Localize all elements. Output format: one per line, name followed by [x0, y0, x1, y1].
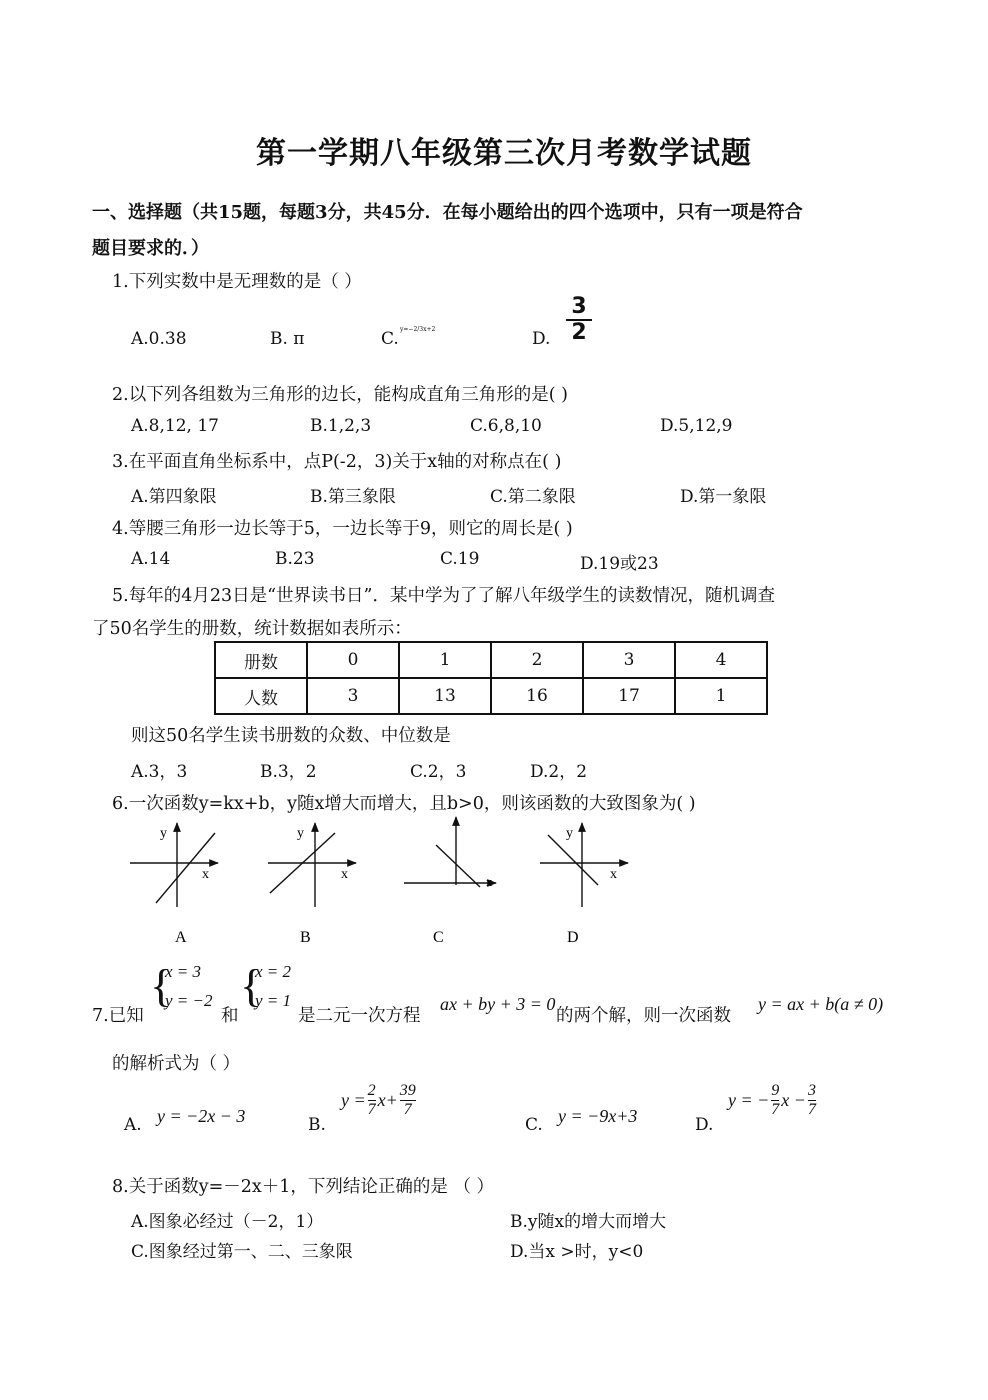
q5-option-a: A.3，3	[131, 762, 188, 782]
table-cell: 13	[399, 678, 491, 714]
q7-b-prefix: y =	[341, 1090, 366, 1110]
q7-function: y = ax + b(a ≠ 0)	[758, 994, 884, 1014]
q6-graph-a	[130, 823, 218, 907]
q6-d-y-label: y	[566, 826, 573, 841]
page-title: 第一学期八年级第三次月考数学试题	[256, 136, 752, 171]
q6-d-x-label: x	[610, 867, 617, 882]
q7-option-c-expr: y = −9x+3	[558, 1106, 638, 1126]
q3-option-b: B.第三象限	[310, 487, 396, 507]
q5-option-b: B.3，2	[260, 762, 317, 782]
q7-b-frac2	[400, 1082, 416, 1119]
q7-system2-brace: {	[240, 960, 263, 1011]
q7-b-mid: x+	[377, 1090, 398, 1110]
table-cell: 人数	[215, 678, 307, 714]
q7-system1-brace: {	[150, 960, 173, 1011]
q7-option-d-expr	[728, 1082, 816, 1119]
table-row	[215, 642, 767, 678]
table-cell: 2	[491, 642, 583, 678]
q1-option-c: C.	[381, 329, 399, 349]
q7-option-b-label: B.	[308, 1115, 326, 1135]
q7-b-frac1	[368, 1082, 376, 1119]
table-cell: 3	[307, 678, 399, 714]
q1-option-b: B. π	[270, 329, 305, 349]
q6-label-c: C	[433, 929, 444, 946]
q8-option-c: C.图象经过第一、二、三象限	[131, 1242, 353, 1262]
q5-option-c: C.2，3	[410, 762, 467, 782]
q7-option-a-expr: y = −2x − 3	[157, 1106, 246, 1126]
q2-option-c: C.6,8,10	[470, 416, 542, 436]
q7-b-frac1-den: 7	[367, 1101, 376, 1118]
q2-option-b: B.1,2,3	[310, 416, 372, 436]
q1-option-d: D.	[532, 329, 551, 349]
q6-label-a: A	[175, 929, 187, 946]
q7-option-c-label: C.	[525, 1115, 543, 1135]
table-cell: 16	[491, 678, 583, 714]
q1-option-d-fraction	[566, 296, 592, 344]
q4-option-d: D.19或23	[580, 554, 659, 574]
table-cell: 4	[675, 642, 767, 678]
q7-option-b-expr	[341, 1082, 416, 1119]
section-heading-line1: 一、选择题（共15题，每题3分，共45分．在每小题给出的四个选项中，只有一项是符合	[92, 202, 803, 223]
q7-and: 和	[221, 1006, 239, 1026]
table-cell: 册数	[215, 642, 307, 678]
q7-b-frac2-num: 39	[399, 1082, 416, 1099]
q7-b-frac1-num: 2	[367, 1082, 376, 1099]
q1-d-denominator: 2	[571, 320, 587, 345]
table-row	[215, 678, 767, 714]
q3-option-d: D.第一象限	[680, 487, 767, 507]
table-cell: 1	[675, 678, 767, 714]
q7-mid-text2: 的两个解，则一次函数	[556, 1006, 731, 1026]
q3-option-c: C.第二象限	[490, 487, 576, 507]
q7-d-mid: x −	[781, 1090, 806, 1110]
q7-b-frac2-den: 7	[403, 1101, 412, 1118]
table-cell: 1	[399, 642, 491, 678]
q2-stem: 2.以下列各组数为三角形的边长，能构成直角三角形的是( )	[112, 385, 568, 405]
q6-b-y-label: y	[297, 826, 304, 841]
section-heading-line2: 题目要求的．）	[92, 238, 209, 259]
q4-option-b: B.23	[275, 549, 315, 569]
q6-graph-d	[540, 823, 628, 907]
q1-option-c-tiny-formula: y=−2/3x+2	[400, 326, 436, 333]
q7-d-frac1-den: 7	[771, 1101, 780, 1118]
q7-system1-line2: y = −2	[165, 991, 213, 1010]
q5-option-d: D.2，2	[530, 762, 588, 782]
q1-d-numerator: 3	[571, 294, 587, 319]
q5-stem-line1: 5.每年的4月23日是“世界读书日”．某中学为了了解八年级学生的读数情况，随机调查	[112, 586, 775, 606]
q7-system2-line1: x = 2	[255, 962, 292, 981]
q7-system1-line1: x = 3	[165, 962, 202, 981]
q4-option-a: A.14	[131, 549, 171, 569]
q6-b-x-label: x	[341, 867, 348, 882]
table-cell: 17	[583, 678, 675, 714]
q1-option-a: A.0.38	[131, 329, 187, 349]
q7-option-a-label: A.	[124, 1115, 142, 1135]
q4-option-c: C.19	[440, 549, 480, 569]
q7-d-frac1-num: 9	[771, 1082, 780, 1099]
q6-graph-c	[404, 817, 496, 889]
q6-label-d: D	[567, 929, 579, 946]
q2-option-a: A.8,12, 17	[131, 416, 219, 436]
q7-system2-line2: y = 1	[255, 991, 292, 1010]
q7-mid-text: 是二元一次方程	[298, 1006, 421, 1026]
q7-d-frac1	[771, 1082, 779, 1119]
q8-option-a: A.图象必经过（－2，1）	[131, 1212, 324, 1232]
q8-option-d: D.当x >时，y<0	[510, 1242, 644, 1262]
table-cell: 3	[583, 642, 675, 678]
q3-option-a: A.第四象限	[131, 487, 217, 507]
q7-d-frac2-num: 3	[807, 1082, 816, 1099]
q1-stem: 1.下列实数中是无理数的是（ ）	[112, 272, 362, 292]
q7-option-d-label: D.	[695, 1115, 714, 1135]
q3-stem: 3.在平面直角坐标系中，点P(-2，3)关于x轴的对称点在( )	[112, 452, 562, 472]
q6-a-y-label: y	[160, 826, 167, 841]
q7-d-frac2	[808, 1082, 816, 1119]
q6-a-x-label: x	[202, 867, 209, 882]
q6-graph-b	[268, 823, 356, 907]
q6-graphs	[120, 815, 640, 950]
q7-prefix: 7.已知	[92, 1006, 144, 1026]
q7-d-frac2-den: 7	[807, 1101, 816, 1118]
q6-label-b: B	[300, 929, 311, 946]
q7-line2: 的解析式为（ ）	[112, 1054, 241, 1074]
q8-option-b: B.y随x的增大而增大	[510, 1212, 667, 1232]
q5-after-table: 则这50名学生读书册数的众数、中位数是	[131, 726, 451, 746]
q8-stem: 8.关于函数y=－2x＋1，下列结论正确的是 （ ）	[112, 1177, 495, 1197]
q6-c-x-label: x	[486, 874, 493, 889]
q6-stem: 6.一次函数y=kx+b，y随x增大而增大，且b>0，则该函数的大致图象为( )	[112, 794, 696, 814]
table-cell: 0	[307, 642, 399, 678]
q2-option-d: D.5,12,9	[660, 416, 733, 436]
q5-data-table	[214, 641, 768, 715]
q4-stem: 4.等腰三角形一边长等于5，一边长等于9，则它的周长是( )	[112, 519, 573, 539]
q5-stem-line2: 了50名学生的册数，统计数据如表所示：	[92, 619, 412, 639]
q7-d-prefix: y = −	[728, 1090, 770, 1110]
q7-equation: ax + by + 3 = 0	[440, 994, 556, 1014]
